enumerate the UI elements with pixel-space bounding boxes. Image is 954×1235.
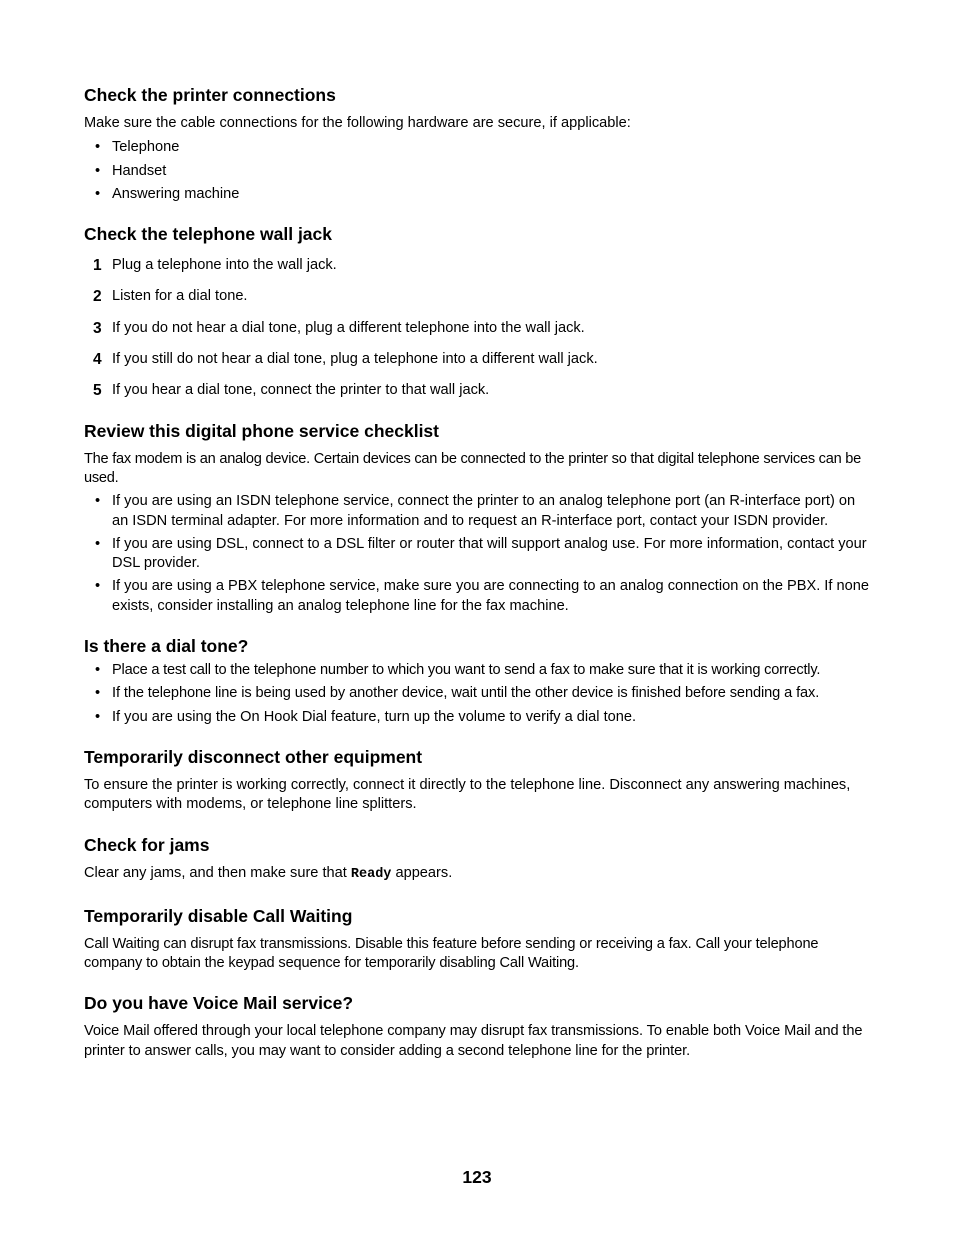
- section-wall-jack: [84, 223, 874, 400]
- section-heading: Check for jams: [84, 834, 210, 855]
- list-item-text: If you are using DSL, connect to a DSL filter or router that will support analog use. For more information, contact your DSL provider.: [112, 535, 867, 572]
- list-item: [84, 138, 874, 157]
- list-item-text: If the telephone line is being used by another device, wait until the other device is finished before sending a fax.: [112, 685, 820, 702]
- document-page: [84, 84, 874, 1061]
- list-item-text: If you are using the On Hook Dial feature, turn up the volume to verify a dial tone.: [112, 708, 637, 725]
- step-text: If you hear a dial tone, connect the printer to that wall jack.: [112, 382, 490, 399]
- list-item-text: Place a test call to the telephone number to which you want to send a fax to make sure that it is working correctly.: [112, 662, 821, 679]
- list-item: [84, 708, 874, 727]
- section-body: To ensure the printer is working correctly, connect it directly to the telephone line. Disconnect any answering machines, computers with modems, or telephone line splitters.: [84, 776, 851, 813]
- list-item-text: Telephone: [112, 139, 180, 156]
- section-call-waiting: [84, 905, 874, 974]
- section-heading: Temporarily disable Call Waiting: [84, 905, 353, 926]
- section-dial-tone: [84, 635, 874, 727]
- section-jams: [84, 834, 874, 884]
- step-number: 2: [93, 288, 102, 306]
- bullet-icon: •: [95, 139, 101, 156]
- list-item-text: If you are using a PBX telephone service, make sure you are connecting to an analog connection on the PBX. If none exists, consider installing an analog telephone line for the fax machine.: [112, 578, 869, 614]
- bullet-icon: •: [95, 185, 101, 202]
- list-item: [84, 535, 874, 574]
- list-item-text: If you are using an ISDN telephone service, connect the printer to an analog telephone port (an R-interface port) on an ISDN terminal adapter. For more information and to request an R-interface port, contact your ISDN provider.: [112, 493, 856, 529]
- bullet-icon: •: [95, 578, 101, 595]
- bullet-list: [84, 492, 874, 616]
- bullet-list: [84, 661, 874, 727]
- section-heading: Temporarily disconnect other equipment: [84, 746, 423, 767]
- section-heading: Do you have Voice Mail service?: [84, 993, 354, 1014]
- step-item: [84, 256, 874, 275]
- step-number: 3: [93, 319, 102, 337]
- step-text: Listen for a dial tone.: [112, 288, 248, 305]
- body-text: appears.: [391, 864, 453, 881]
- section-body: Call Waiting can disrupt fax transmissions. Disable this feature before sending or receiving a fax. Call your telephone company to obtain the keypad sequence for temporarily disabling Call Waiting.: [84, 935, 819, 972]
- step-number: 5: [93, 382, 102, 400]
- section-body: Voice Mail offered through your local telephone company may disrupt fax transmissions. To enable both Voice Mail and the printer to answer calls, you may want to consider adding a second telephone line for the printer.: [84, 1023, 863, 1059]
- step-text: Plug a telephone into the wall jack.: [112, 257, 337, 274]
- list-item: [84, 492, 874, 531]
- bullet-icon: •: [95, 493, 101, 510]
- list-item-text: Handset: [112, 162, 167, 179]
- step-item: [84, 350, 874, 369]
- bullet-icon: •: [95, 685, 101, 702]
- page-number: 123: [462, 1167, 492, 1187]
- list-item-text: Answering machine: [112, 185, 240, 202]
- list-item: [84, 577, 874, 616]
- bullet-list: [84, 138, 874, 204]
- bullet-icon: •: [95, 162, 101, 179]
- list-item: [84, 661, 874, 680]
- numbered-steps: [84, 256, 874, 400]
- step-number: 4: [93, 351, 102, 369]
- section-heading: Check the printer connections: [84, 85, 336, 105]
- section-body: [84, 864, 874, 884]
- ready-code: Ready: [350, 866, 392, 882]
- section-heading: Check the telephone wall jack: [84, 224, 332, 245]
- section-voice-mail: [84, 992, 874, 1061]
- bullet-icon: •: [95, 535, 101, 552]
- section-disconnect: [84, 746, 874, 815]
- section-intro: Make sure the cable connections for the following hardware are secure, if applicable:: [84, 115, 631, 131]
- step-number: 1: [93, 257, 102, 275]
- step-item: [84, 287, 874, 306]
- section-digital-checklist: [84, 420, 874, 616]
- section-heading: Is there a dial tone?: [84, 636, 249, 657]
- list-item: [84, 185, 874, 204]
- step-text: If you still do not hear a dial tone, plug a telephone into a different wall jack.: [112, 351, 598, 368]
- list-item: [84, 684, 874, 703]
- step-text: If you do not hear a dial tone, plug a different telephone into the wall jack.: [112, 319, 585, 336]
- bullet-icon: •: [95, 708, 101, 725]
- section-heading: Review this digital phone service checklist: [84, 420, 439, 441]
- section-intro: The fax modem is an analog device. Certain devices can be connected to the printer so that digital telephone services can be used.: [84, 450, 862, 486]
- step-item: [84, 319, 874, 338]
- body-text: Clear any jams, and then make sure that: [84, 864, 351, 881]
- list-item: [84, 162, 874, 181]
- section-printer-connections: [84, 84, 874, 204]
- bullet-icon: •: [95, 662, 100, 679]
- step-item: [84, 381, 874, 400]
